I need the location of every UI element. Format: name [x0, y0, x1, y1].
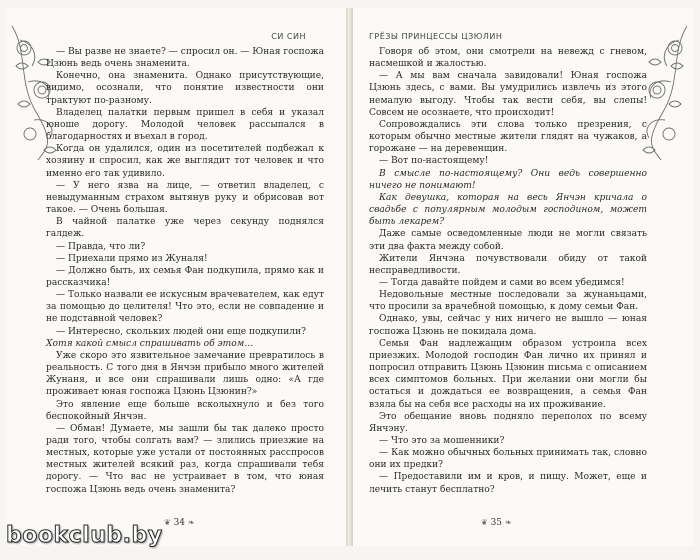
page-number — [164, 518, 195, 528]
ornament-right-icon: ❧ — [504, 518, 512, 527]
paragraph: — Что это за мошенники? — [379, 436, 505, 446]
paragraph: — Обман! Думаете, мы зашли бы так далеко просто ради того, чтобы солгать вам? — злились приезжие на местных, которые уже устали от постоянных расспросов местных жителей всякий раз, когда спрашивали тебя дорогу. — Что вас не устраивает в том, что юная госпожа Цзюнь ведь очень знаменита? — [46, 423, 324, 495]
paragraph: Недовольные местные последовали за жунаньцами, что просили за врачебной помощью, к дому семьи Фан. — [369, 290, 647, 313]
paragraph: Однако, увы, сейчас у них ничего не вышло — юная госпожа Цзюнь не покидала дома. — [369, 314, 647, 337]
paragraph: — Интересно, скольких людей они еще подкупили? — [56, 326, 306, 337]
paragraph: — У него язва на лице, — ответил владелец, с невыдуманным страхом вытянув руку и обрисовав вот такое. — Очень большая. — [46, 180, 324, 216]
paragraph: Даже самые осведомленные люди не могли связать эти два факта между собой. — [369, 229, 647, 252]
paragraph: В смысле по-настоящему? Они ведь совершенно ничего не понимают! — [369, 168, 647, 191]
paragraph: В чайной палатке уже через секунду поднялся галдеж. — [46, 217, 324, 240]
paragraph: Сопровождались эти слова только презрения, с которым обычно местные жители глядят на чужаков, а горожане — на деревенщин. — [369, 119, 647, 155]
ornament-right-icon: ❧ — [187, 518, 195, 527]
page-number — [481, 518, 512, 528]
page-number-value: 35 — [490, 518, 503, 528]
paragraph: Как девушка, которая на весь Янчэн кричала о свадьбе с популярным молодым господином, может быть лекарем? — [369, 192, 647, 228]
paragraph: — А мы вам сначала завидовали! Юная госпожа Цзюнь здесь, с вами. Вы умудрились извлечь из этого немалую выгоду. Чтобы так вести себя, вы слепы! Совсем не осознаете, что происходит! — [369, 71, 647, 118]
ornament-left-icon: ❦ — [481, 518, 488, 527]
paragraph: — Правда, что ли? — [56, 241, 146, 252]
paragraph: — Приехали прямо из Жуналя! — [56, 253, 208, 264]
ornament-left-icon: ❦ — [164, 518, 171, 527]
paragraph: — Вы разве не знаете? — спросил он. — Юная госпожа Цзюнь ведь очень знаменита. — [46, 47, 324, 70]
paragraph: Семья Фан надлежащим образом устроила всех приезжих. Молодой господин Фан лично их принял и попросил отправить Цзюнь Цзюнин письма с описанием всех симптомов больных. При желании они могли бы остаться и дождаться ее возвращения, а семья Фан взяла бы на себя все расходы на их проживание. — [369, 338, 647, 410]
page-body-text — [46, 46, 324, 496]
running-head: ГРЁЗЫ ПРИНЦЕССЫ ЦЗЮЛИН — [369, 32, 503, 41]
paragraph: — Только назвали ее искусным врачевателем, как едут за помощью до целителя! Что это, если не совпадение и не подставной человек? — [46, 290, 324, 325]
paragraph: — Должно быть, их семья Фан подкупила, прямо как и рассказчика! — [46, 265, 324, 288]
watermark-text: bookclub.by — [6, 523, 163, 548]
paragraph: Владелец палатки первым пришел в себя и указал юноше дорогу. Молодой человек рассыпался в благодарностях и въехал в город. — [46, 107, 324, 143]
paragraph: Жители Янчэна почувствовали обиду от такой несправедливости. — [369, 253, 647, 276]
paragraph: Хотя какой смысл спрашивать об этом… — [46, 338, 254, 349]
paragraph: Это обещание вновь подняло переполох по всему Янчэну. — [369, 411, 647, 434]
paragraph: — Тогда давайте пойдем и сами во всем убедимся! — [379, 277, 625, 288]
running-head: СИ СИН — [271, 32, 306, 41]
paragraph: — Как можно обычных больных принимать так, словно они их предки? — [369, 448, 647, 471]
left-page — [6, 8, 347, 546]
paragraph: Говоря об этом, они смотрели на невежд с гневом, насмешкой и жалостью. — [369, 47, 647, 70]
paragraph: Когда он удалился, один из посетителей подбежал к хозяину и спросил, как же выглядит тот человек и что именно его так удивило. — [46, 144, 324, 179]
paragraph: Конечно, она знаменита. Однако присутствующие, видимо, осознали, что понятие известности они трактуют по-разному. — [46, 71, 324, 106]
right-page — [352, 8, 693, 546]
page-number-value: 34 — [173, 518, 186, 528]
paragraph: — Вот по-настоящему! — [379, 156, 489, 167]
paragraph: Уже скоро это язвительное замечание превратилось в реальность. С того дня в Янчэн прибыло много жителей Жунаня, и все они спрашивали лишь одно: «А где проживает юная госпожа Цзюнь Цзюнин?» — [46, 350, 324, 398]
paragraph: — Предоставили им и кров, и пищу. Может, еще и лечить станут бесплатно? — [369, 472, 647, 495]
paragraph: Это явление еще больше всколыхнуло и без того беспокойный Янчэн. — [46, 399, 324, 422]
page-body-text — [369, 46, 647, 496]
